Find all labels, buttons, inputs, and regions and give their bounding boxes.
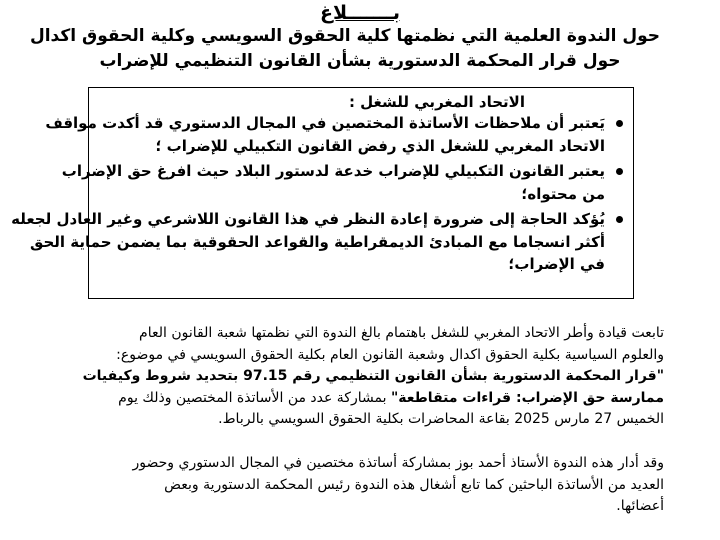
document-subtitle-line-2: حول قرار المحكمة الدستورية بشأن القانون التنظيمي للإضراب xyxy=(99,51,621,71)
body-paragraph-1 xyxy=(56,323,664,431)
bullet-dot-icon xyxy=(616,120,623,127)
paragraph-1-line-4-bold: ممارسة حق الإضراب: قراءات متقاطعة" xyxy=(390,389,664,406)
position-item-3 xyxy=(11,208,623,276)
positions-list xyxy=(11,112,623,276)
positions-box-heading: الاتحاد المغربي للشغل : xyxy=(348,93,525,111)
position-item-3-line-2: أكثر انسجاما مع المبادئ الديمقراطية والقواعد الحقوقية بما يضمن حماية الحق xyxy=(29,232,605,251)
paragraph-2-line-2: العديد من الأساتذة الباحثين كما تابع أشغال هذه الندوة رئيس المحكمة الدستورية وبعض xyxy=(164,476,664,493)
position-item-2-line-2: من محتواه؛ xyxy=(521,184,605,203)
body-paragraph-2 xyxy=(56,453,664,518)
position-item-1 xyxy=(45,112,623,157)
paragraph-1-line-1: تابعت قيادة وأطر الاتحاد المغربي للشغل باهتمام بالغ الندوة التي نظمتها شعبة القانون العام xyxy=(139,325,664,341)
position-item-1-line-2: الاتحاد المغربي للشغل الذي رفض القانون التكبيلي للإضراب ؛ xyxy=(155,136,605,155)
document-title: بـــــــلاغ xyxy=(320,2,400,24)
position-item-3-line-1: يُؤكد الحاجة إلى ضرورة إعادة النظر في هذا القانون اللاشرعي وغير العادل لجعله xyxy=(11,210,605,228)
paragraph-1-line-4 xyxy=(56,388,664,410)
positions-box xyxy=(11,87,634,299)
paragraph-1-line-2: والعلوم السياسية بكلية الحقوق اكدال وشعبة القانون العام بكلية الحقوق السويسي في موضوع: xyxy=(116,346,664,363)
paragraph-1-line-5: الخميس 27 مارس 2025 بقاعة المحاضرات بكلية الحقوق السويسي بالرباط. xyxy=(218,411,664,427)
document-header xyxy=(29,2,660,74)
bullet-dot-icon xyxy=(616,216,623,223)
paragraph-2-line-1: وقد أدار هذه الندوة الأستاذ أحمد بوز بمشاركة أساتذة مختصين في المجال الدستوري وحضور xyxy=(132,455,664,471)
paragraph-2-line-3: أعضائها. xyxy=(616,498,664,514)
position-item-2 xyxy=(61,160,623,205)
position-item-2-line-1: يعتبر القانون التكبيلي للإضراب خدعة لدستور البلاد حيث افرغ حق الإضراب xyxy=(61,162,605,180)
position-item-1-line-1: يَعتبر أن ملاحظات الأساتذة المختصين في المجال الدستوري قد أكدت مواقف xyxy=(45,114,605,132)
paragraph-1-line-3: "قرار المحكمة الدستورية بشأن القانون التنظيمي رقم 97.15 بتحديد شروط وكيفيات xyxy=(82,368,664,384)
document-subtitle-line-1: حول الندوة العلمية التي نظمتها كلية الحقوق السويسي وكلية الحقوق اكدال xyxy=(29,26,660,46)
bullet-dot-icon xyxy=(616,168,623,175)
position-item-3-line-3: في الإضراب؛ xyxy=(508,255,605,273)
paragraph-1-line-4-rest: بمشاركة عدد من الأساتذة المختصين وذلك يوم xyxy=(118,389,391,406)
